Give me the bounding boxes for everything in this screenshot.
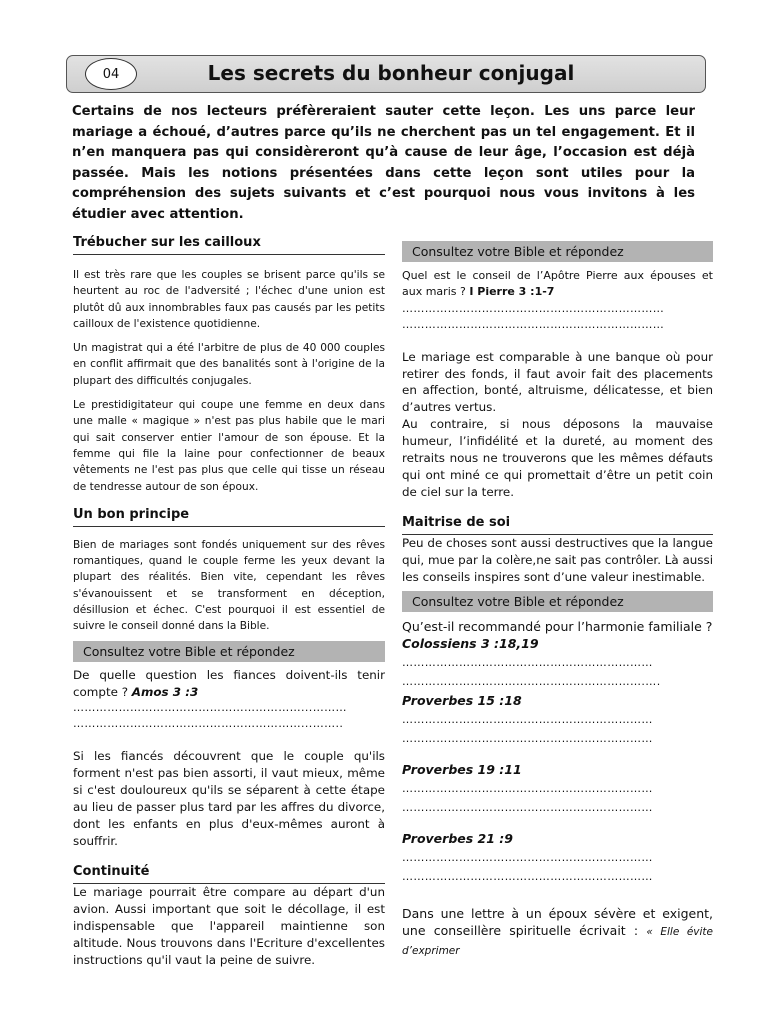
right-column: [402, 241, 713, 960]
left-column: [73, 235, 385, 968]
section-heading: Continuité: [73, 863, 150, 879]
bible-reference: Proverbes 21 :9: [402, 831, 513, 847]
question: [73, 667, 385, 701]
page-number-badge: 04: [85, 58, 137, 90]
question-text: De quelle question les fiances doivent-ils tenir compte ?: [73, 667, 385, 699]
question-text: Quel est le conseil de l’Apôtre Pierre aux épouses et aux maris ?: [402, 269, 713, 299]
bible-question-box: Consultez votre Bible et répondez: [402, 241, 713, 262]
answer-line[interactable]: …………………………………………………………: [402, 851, 653, 865]
paragraph: Peu de choses sont aussi destructives que la langue qui, mue par la colère,ne sait pas contrôler. Là aussi les conseils inspires sont d’une valeur inestimable.: [402, 535, 713, 584]
paragraph: [402, 905, 713, 960]
paragraph: Le mariage pourrait être compare au départ d'un avion. Aussi important que soit le décollage, il est indispensable que l'appareil maintienne son altitude. Nous trouvons dans l'Ecriture d'excellentes instructions qu'il vaut la peine de suivre.: [73, 884, 385, 967]
answer-line[interactable]: …………………………………………………………: [402, 713, 653, 727]
quote-text: « Elle évite d’exprimer: [402, 926, 713, 958]
bible-reference: Proverbes 19 :11: [402, 762, 522, 778]
bible-question-box: Consultez votre Bible et répondez: [73, 641, 385, 662]
answer-line[interactable]: …………………………………………………………: [402, 801, 653, 815]
page-title: Les secrets du bonheur conjugal: [207, 61, 575, 85]
reference-block: [402, 635, 713, 690]
reference-block: [402, 692, 713, 747]
paragraph: Le mariage est comparable à une banque où pour retirer des fonds, il faut avoir fait des placements en affection, bonté, altruisme, délicatesse, et bien d’autres vertus.: [402, 349, 713, 415]
question: [402, 268, 713, 301]
section-heading: Trébucher sur les cailloux: [73, 235, 385, 255]
answer-line[interactable]: ……………………………………………………………: [402, 301, 665, 315]
header-bar: [66, 55, 706, 93]
paragraph: Un magistrat qui a été l'arbitre de plus de 40 000 couples en conflit affirmait que des banalités sont à l'origine de la plupart des difficultés conjugales.: [73, 342, 385, 387]
paragraph: Si les fiancés découvrent que le couple qu'ils forment n'est pas bien assorti, il vaut mieux, même si c'est douloureux qu'ils se séparent à cette étape au lieu de passer plus tard par les affres du divorce, dont les enfants en plus d'eux-mêmes auront à souffrir.: [73, 749, 385, 848]
bible-reference: Colossiens 3 :18,19: [402, 636, 539, 652]
bible-reference: Amos 3 :3: [131, 684, 199, 699]
intro-paragraph: Certains de nos lecteurs préfèreraient sauter cette leçon. Les uns parce leur mariage a échoué, d’autres parce qu’ils ne cherchent pas un tel engagement. Et il n’en manquera pas qui considèreront qu’à cause de leur âge, l’occasion est déjà passée. Mais les notions présentées dans cette leçon sont utiles pour la compréhension des sujets suivants et c’est pourquoi nous vous invitons à les étudier avec attention.: [72, 104, 695, 222]
question-text: Qu’est-il recommandé pour l’harmonie familiale ?: [402, 619, 713, 635]
answer-line[interactable]: ……………………………………………………...……..: [73, 717, 344, 731]
paragraph: Au contraire, si nous déposons la mauvaise humeur, l’infidélité et la dureté, au moment des retraits nous ne trouverons que les mêmes défauts qui ont miné ce qui promettait d’être un petit coin de ciel sur la terre.: [402, 417, 713, 499]
answer-line[interactable]: …………………………………………………………: [402, 656, 653, 670]
answer-line[interactable]: …………………………………………………………: [402, 782, 653, 796]
bible-reference: I Pierre 3 :1-7: [469, 285, 555, 299]
paragraph-text: Dans une lettre à un époux sévère et exigent, une conseillère spirituelle écrivait :: [402, 906, 713, 939]
answer-line[interactable]: …………………………………………………………: [402, 732, 653, 746]
reference-block: [402, 761, 713, 816]
paragraph: Le prestidigitateur qui coupe une femme en deux dans une malle « magique » n'est pas plus habile que le mari qui sait conserver entier l'amour de son épouse. Et la femme qui file la laine pour confectionner de beaux vêtements ne l'est pas plus que celle qui tisse un réseau de tendresse autour de son époux.: [73, 399, 385, 493]
section-heading: Maitrise de soi: [402, 514, 511, 530]
answer-line[interactable]: ……………………………………………………………: [402, 317, 665, 331]
paragraph: Bien de mariages sont fondés uniquement sur des rêves romantiques, quand le couple ferme les yeux devant la plupart des réalités. Bien vite, cependant les rêves s'évanouissent et se transforment en déception, désillusion et échec. C'est pourquoi il est essentiel de suivre le conseil donné dans la Bible.: [73, 538, 385, 633]
bible-question-box: Consultez votre Bible et répondez: [402, 591, 713, 612]
paragraph: Il est très rare que les couples se brisent parce qu'ils se heurtent au roc de l'adversité ; l'échec d'une union est plutôt dû aux innombrables faux pas causés par les petits cailloux de l'existence quotidienne.: [73, 269, 385, 330]
answer-line[interactable]: …………………………………………………………: [402, 870, 653, 884]
answer-line[interactable]: ……………………………………………………….….: [402, 675, 661, 689]
reference-block: [402, 830, 713, 885]
answer-line[interactable]: ……………………………………………………...………: [73, 701, 347, 715]
bible-reference: Proverbes 15 :18: [402, 693, 522, 709]
section-heading: Un bon principe: [73, 507, 385, 527]
